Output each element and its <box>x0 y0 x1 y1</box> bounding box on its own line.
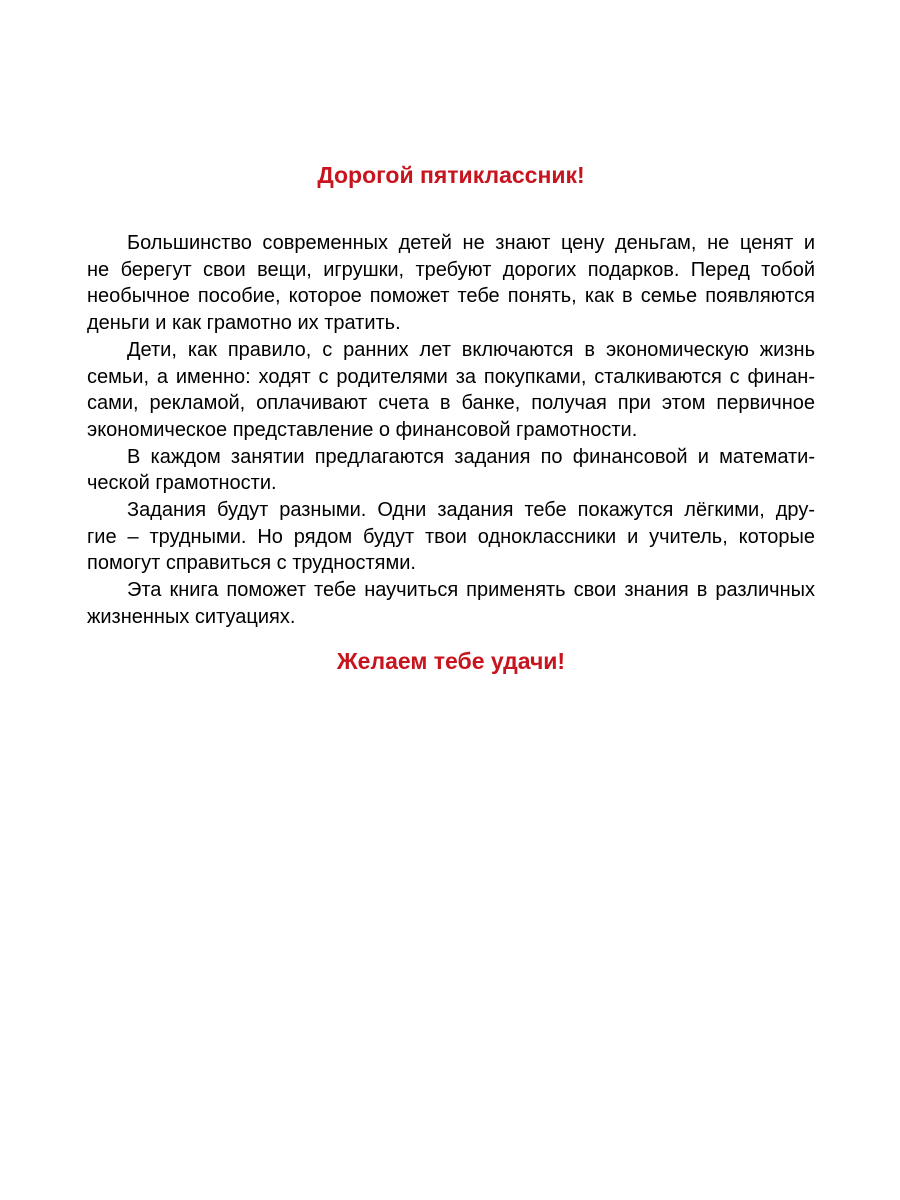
body-line: гие – трудными. Но рядом будут твои одноклассники и учитель, которые <box>87 525 815 548</box>
body-line: не берегут свои вещи, игрушки, требуют дорогих подарков. Перед тобой <box>87 258 815 281</box>
body-line: помогут справиться с трудностями. <box>87 552 416 575</box>
body-line: сами, рекламой, оплачивают счета в банке, получая при этом первичное <box>87 392 815 415</box>
paragraph-4 <box>87 497 815 577</box>
paragraph-2 <box>87 337 815 444</box>
body-line: Задания будут разными. Одни задания тебе покажутся лёгкими, дру- <box>127 499 815 522</box>
body-line: семьи, а именно: ходят с родителями за покупками, сталкиваются с финан- <box>87 365 815 388</box>
body-line: деньги и как грамотно их тратить. <box>87 312 401 335</box>
body-line: необычное пособие, которое поможет тебе понять, как в семье появляются <box>87 285 815 308</box>
page-title: Дорогой пятиклассник! <box>317 162 585 188</box>
body-line: В каждом занятии предлагаются задания по финансовой и математи- <box>127 445 815 468</box>
body-line: Большинство современных детей не знают цену деньгам, не ценят и <box>127 232 815 254</box>
body-line: ческой грамотности. <box>87 472 277 495</box>
body-line: Эта книга поможет тебе научиться применять свои знания в различных <box>127 579 815 602</box>
body-line: жизненных ситуациях. <box>87 605 296 628</box>
paragraph-5 <box>87 577 815 630</box>
paragraph-1 <box>87 230 815 337</box>
body-line: Дети, как правило, с ранних лет включаются в экономическую жизнь <box>127 338 815 361</box>
paragraph-3 <box>87 444 815 497</box>
body-text <box>87 230 815 631</box>
closing-wish: Желаем тебе удачи! <box>336 647 566 674</box>
body-line: экономическое представление о финансовой грамотности. <box>87 418 638 441</box>
